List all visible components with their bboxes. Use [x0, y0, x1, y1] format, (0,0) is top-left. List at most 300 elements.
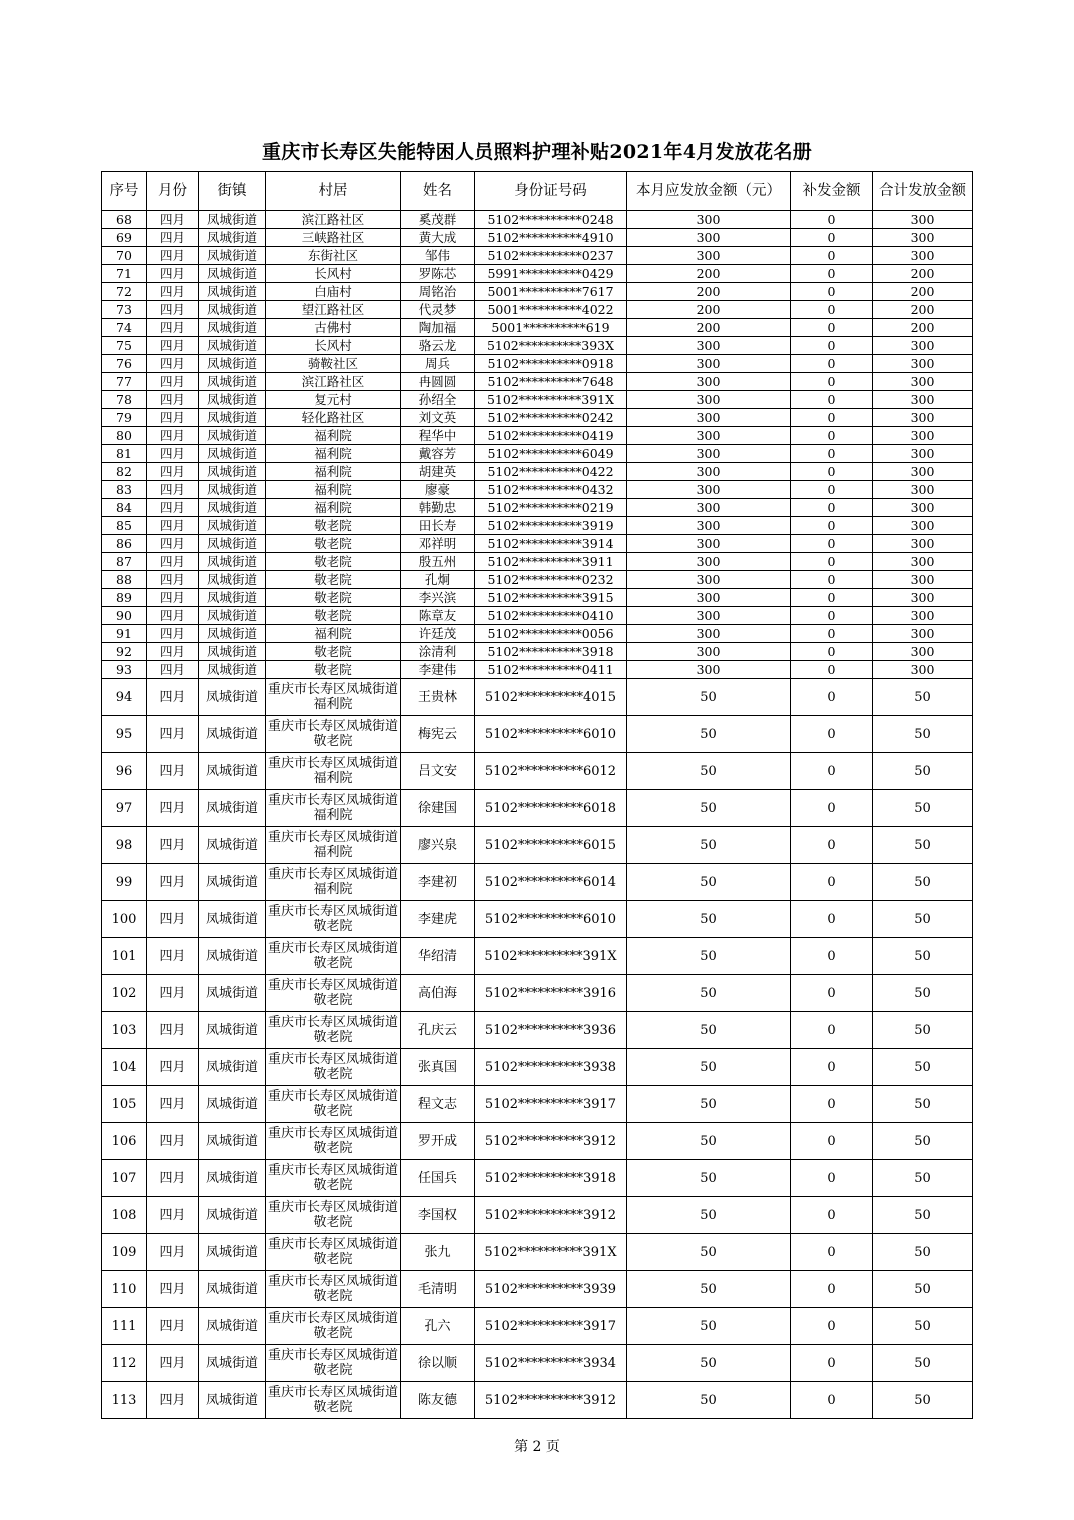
cell-month: 四月	[147, 1160, 199, 1197]
cell-name: 戴容芳	[401, 445, 475, 463]
cell-id-number: 5102**********6010	[475, 716, 627, 753]
cell-name: 周兵	[401, 355, 475, 373]
cell-month: 四月	[147, 790, 199, 827]
cell-street: 凤城街道	[199, 571, 266, 589]
cell-month: 四月	[147, 427, 199, 445]
cell-street: 凤城街道	[199, 827, 266, 864]
cell-name: 王贵林	[401, 679, 475, 716]
cell-index: 93	[102, 661, 147, 679]
cell-name: 徐建国	[401, 790, 475, 827]
cell-back-pay: 0	[791, 445, 873, 463]
cell-month: 四月	[147, 229, 199, 247]
table-row	[102, 938, 973, 975]
cell-id-number: 5102**********3912	[475, 1123, 627, 1160]
cell-back-pay: 0	[791, 827, 873, 864]
cell-total: 50	[873, 716, 973, 753]
header-month: 月份	[147, 172, 199, 211]
cell-index: 106	[102, 1123, 147, 1160]
cell-due-amount: 50	[627, 1382, 791, 1419]
table-row	[102, 463, 973, 481]
cell-total: 300	[873, 517, 973, 535]
cell-total: 300	[873, 571, 973, 589]
cell-id-number: 5102**********0918	[475, 355, 627, 373]
cell-index: 99	[102, 864, 147, 901]
cell-village: 敬老院	[266, 535, 401, 553]
header-due-amount: 本月应发放金额（元）	[627, 172, 791, 211]
cell-due-amount: 50	[627, 790, 791, 827]
cell-index: 110	[102, 1271, 147, 1308]
cell-due-amount: 50	[627, 1234, 791, 1271]
cell-street: 凤城街道	[199, 373, 266, 391]
cell-back-pay: 0	[791, 481, 873, 499]
cell-index: 77	[102, 373, 147, 391]
cell-id-number: 5102**********0248	[475, 211, 627, 229]
table-row	[102, 409, 973, 427]
cell-back-pay: 0	[791, 211, 873, 229]
cell-month: 四月	[147, 753, 199, 790]
cell-village: 重庆市长寿区凤城街道福利院	[266, 679, 401, 716]
cell-street: 凤城街道	[199, 517, 266, 535]
table-row	[102, 1123, 973, 1160]
cell-back-pay: 0	[791, 625, 873, 643]
cell-id-number: 5102**********3939	[475, 1271, 627, 1308]
cell-village: 重庆市长寿区凤城街道敬老院	[266, 1382, 401, 1419]
cell-due-amount: 300	[627, 553, 791, 571]
table-row	[102, 283, 973, 301]
roster-table	[101, 171, 973, 1419]
cell-village: 重庆市长寿区凤城街道敬老院	[266, 1308, 401, 1345]
cell-id-number: 5102**********6010	[475, 901, 627, 938]
cell-street: 凤城街道	[199, 229, 266, 247]
cell-back-pay: 0	[791, 864, 873, 901]
cell-name: 李建初	[401, 864, 475, 901]
cell-total: 300	[873, 229, 973, 247]
table-row	[102, 864, 973, 901]
cell-due-amount: 300	[627, 373, 791, 391]
cell-total: 50	[873, 1382, 973, 1419]
cell-due-amount: 50	[627, 1345, 791, 1382]
cell-month: 四月	[147, 319, 199, 337]
header-village: 村居	[266, 172, 401, 211]
cell-back-pay: 0	[791, 1345, 873, 1382]
cell-back-pay: 0	[791, 319, 873, 337]
cell-name: 徐以顺	[401, 1345, 475, 1382]
cell-name: 李国权	[401, 1197, 475, 1234]
table-row	[102, 229, 973, 247]
cell-back-pay: 0	[791, 938, 873, 975]
table-row	[102, 553, 973, 571]
cell-village: 滨江路社区	[266, 211, 401, 229]
cell-due-amount: 50	[627, 938, 791, 975]
cell-month: 四月	[147, 373, 199, 391]
table-row	[102, 571, 973, 589]
cell-due-amount: 50	[627, 901, 791, 938]
cell-village: 敬老院	[266, 553, 401, 571]
cell-back-pay: 0	[791, 1049, 873, 1086]
cell-name: 代灵梦	[401, 301, 475, 319]
cell-index: 69	[102, 229, 147, 247]
table-row	[102, 1012, 973, 1049]
header-total: 合计发放金额	[873, 172, 973, 211]
cell-back-pay: 0	[791, 337, 873, 355]
cell-name: 冉圆圆	[401, 373, 475, 391]
cell-street: 凤城街道	[199, 553, 266, 571]
cell-street: 凤城街道	[199, 679, 266, 716]
cell-index: 78	[102, 391, 147, 409]
cell-month: 四月	[147, 211, 199, 229]
cell-street: 凤城街道	[199, 1012, 266, 1049]
cell-street: 凤城街道	[199, 716, 266, 753]
cell-month: 四月	[147, 481, 199, 499]
cell-due-amount: 300	[627, 661, 791, 679]
cell-name: 许廷茂	[401, 625, 475, 643]
cell-street: 凤城街道	[199, 211, 266, 229]
cell-month: 四月	[147, 409, 199, 427]
cell-index: 88	[102, 571, 147, 589]
cell-id-number: 5102**********3918	[475, 643, 627, 661]
cell-village: 古佛村	[266, 319, 401, 337]
table-row	[102, 355, 973, 373]
cell-month: 四月	[147, 517, 199, 535]
cell-back-pay: 0	[791, 517, 873, 535]
cell-month: 四月	[147, 535, 199, 553]
cell-index: 85	[102, 517, 147, 535]
cell-month: 四月	[147, 283, 199, 301]
cell-id-number: 5102**********3915	[475, 589, 627, 607]
cell-street: 凤城街道	[199, 463, 266, 481]
cell-back-pay: 0	[791, 1160, 873, 1197]
cell-id-number: 5102**********6015	[475, 827, 627, 864]
cell-total: 50	[873, 1160, 973, 1197]
cell-id-number: 5001**********619	[475, 319, 627, 337]
cell-name: 程文志	[401, 1086, 475, 1123]
cell-total: 50	[873, 1086, 973, 1123]
cell-name: 孔庆云	[401, 1012, 475, 1049]
cell-back-pay: 0	[791, 427, 873, 445]
cell-village: 重庆市长寿区凤城街道敬老院	[266, 716, 401, 753]
cell-due-amount: 300	[627, 535, 791, 553]
cell-village: 复元村	[266, 391, 401, 409]
cell-due-amount: 300	[627, 571, 791, 589]
cell-name: 黄大成	[401, 229, 475, 247]
cell-index: 89	[102, 589, 147, 607]
cell-total: 300	[873, 553, 973, 571]
cell-street: 凤城街道	[199, 901, 266, 938]
cell-month: 四月	[147, 643, 199, 661]
cell-month: 四月	[147, 301, 199, 319]
cell-due-amount: 50	[627, 1086, 791, 1123]
cell-index: 107	[102, 1160, 147, 1197]
cell-due-amount: 300	[627, 247, 791, 265]
cell-village: 骑鞍社区	[266, 355, 401, 373]
cell-village: 重庆市长寿区凤城街道敬老院	[266, 1049, 401, 1086]
cell-village: 重庆市长寿区凤城街道福利院	[266, 790, 401, 827]
cell-due-amount: 300	[627, 625, 791, 643]
cell-index: 108	[102, 1197, 147, 1234]
cell-back-pay: 0	[791, 373, 873, 391]
cell-id-number: 5102**********6018	[475, 790, 627, 827]
table-row	[102, 373, 973, 391]
cell-village: 敬老院	[266, 643, 401, 661]
document-title: 重庆市长寿区失能特困人员照料护理补贴2021年4月发放花名册	[261, 141, 813, 163]
cell-street: 凤城街道	[199, 283, 266, 301]
cell-total: 200	[873, 301, 973, 319]
cell-due-amount: 50	[627, 716, 791, 753]
cell-index: 104	[102, 1049, 147, 1086]
cell-street: 凤城街道	[199, 535, 266, 553]
table-row	[102, 211, 973, 229]
cell-back-pay: 0	[791, 265, 873, 283]
cell-name: 李建伟	[401, 661, 475, 679]
cell-back-pay: 0	[791, 571, 873, 589]
cell-month: 四月	[147, 1345, 199, 1382]
cell-name: 李兴滨	[401, 589, 475, 607]
cell-id-number: 5102**********4015	[475, 679, 627, 716]
cell-index: 80	[102, 427, 147, 445]
header-back-pay: 补发金额	[791, 172, 873, 211]
cell-name: 奚茂群	[401, 211, 475, 229]
cell-index: 101	[102, 938, 147, 975]
cell-name: 李建虎	[401, 901, 475, 938]
cell-street: 凤城街道	[199, 864, 266, 901]
cell-name: 殷五州	[401, 553, 475, 571]
cell-month: 四月	[147, 679, 199, 716]
cell-due-amount: 300	[627, 445, 791, 463]
cell-index: 68	[102, 211, 147, 229]
cell-back-pay: 0	[791, 643, 873, 661]
cell-month: 四月	[147, 1086, 199, 1123]
cell-name: 张九	[401, 1234, 475, 1271]
cell-street: 凤城街道	[199, 1345, 266, 1382]
cell-name: 罗开成	[401, 1123, 475, 1160]
cell-village: 福利院	[266, 625, 401, 643]
cell-back-pay: 0	[791, 1197, 873, 1234]
cell-name: 陶加福	[401, 319, 475, 337]
cell-index: 109	[102, 1234, 147, 1271]
cell-village: 重庆市长寿区凤城街道敬老院	[266, 1160, 401, 1197]
cell-id-number: 5102**********0411	[475, 661, 627, 679]
cell-street: 凤城街道	[199, 391, 266, 409]
cell-id-number: 5102**********0219	[475, 499, 627, 517]
cell-total: 50	[873, 864, 973, 901]
cell-due-amount: 300	[627, 481, 791, 499]
cell-id-number: 5102**********3911	[475, 553, 627, 571]
cell-due-amount: 200	[627, 265, 791, 283]
cell-month: 四月	[147, 1234, 199, 1271]
cell-index: 102	[102, 975, 147, 1012]
cell-village: 重庆市长寿区凤城街道敬老院	[266, 1197, 401, 1234]
cell-index: 105	[102, 1086, 147, 1123]
cell-total: 50	[873, 827, 973, 864]
cell-back-pay: 0	[791, 355, 873, 373]
cell-village: 长风村	[266, 337, 401, 355]
cell-back-pay: 0	[791, 229, 873, 247]
cell-name: 周铭治	[401, 283, 475, 301]
cell-id-number: 5102**********3936	[475, 1012, 627, 1049]
cell-due-amount: 50	[627, 1308, 791, 1345]
cell-due-amount: 200	[627, 319, 791, 337]
cell-id-number: 5102**********3934	[475, 1345, 627, 1382]
cell-due-amount: 300	[627, 517, 791, 535]
cell-village: 重庆市长寿区凤城街道敬老院	[266, 1086, 401, 1123]
cell-street: 凤城街道	[199, 1123, 266, 1160]
cell-total: 50	[873, 1345, 973, 1382]
cell-month: 四月	[147, 938, 199, 975]
cell-due-amount: 300	[627, 643, 791, 661]
cell-name: 孔六	[401, 1308, 475, 1345]
cell-street: 凤城街道	[199, 1308, 266, 1345]
cell-street: 凤城街道	[199, 1049, 266, 1086]
cell-id-number: 5102**********3912	[475, 1382, 627, 1419]
table-row	[102, 1049, 973, 1086]
cell-name: 骆云龙	[401, 337, 475, 355]
cell-street: 凤城街道	[199, 1197, 266, 1234]
cell-id-number: 5001**********4022	[475, 301, 627, 319]
cell-id-number: 5102**********0419	[475, 427, 627, 445]
cell-back-pay: 0	[791, 975, 873, 1012]
cell-month: 四月	[147, 337, 199, 355]
cell-street: 凤城街道	[199, 1382, 266, 1419]
cell-total: 300	[873, 661, 973, 679]
cell-month: 四月	[147, 625, 199, 643]
cell-month: 四月	[147, 589, 199, 607]
page-number: 第 2 页	[514, 1439, 560, 1455]
cell-village: 白庙村	[266, 283, 401, 301]
cell-street: 凤城街道	[199, 1271, 266, 1308]
cell-id-number: 5102**********3916	[475, 975, 627, 1012]
cell-village: 重庆市长寿区凤城街道敬老院	[266, 1345, 401, 1382]
cell-name: 廖兴泉	[401, 827, 475, 864]
cell-id-number: 5102**********6049	[475, 445, 627, 463]
cell-index: 75	[102, 337, 147, 355]
cell-street: 凤城街道	[199, 790, 266, 827]
cell-due-amount: 50	[627, 1012, 791, 1049]
table-row	[102, 753, 973, 790]
table-row	[102, 265, 973, 283]
cell-street: 凤城街道	[199, 1234, 266, 1271]
cell-street: 凤城街道	[199, 427, 266, 445]
cell-total: 300	[873, 409, 973, 427]
cell-id-number: 5102**********3918	[475, 1160, 627, 1197]
cell-index: 111	[102, 1308, 147, 1345]
cell-index: 90	[102, 607, 147, 625]
cell-street: 凤城街道	[199, 1160, 266, 1197]
cell-month: 四月	[147, 827, 199, 864]
cell-due-amount: 300	[627, 229, 791, 247]
cell-name: 梅宪云	[401, 716, 475, 753]
cell-back-pay: 0	[791, 283, 873, 301]
cell-id-number: 5102**********393X	[475, 337, 627, 355]
cell-month: 四月	[147, 391, 199, 409]
cell-back-pay: 0	[791, 790, 873, 827]
table-row	[102, 679, 973, 716]
cell-due-amount: 50	[627, 1197, 791, 1234]
cell-name: 华绍清	[401, 938, 475, 975]
cell-village: 重庆市长寿区凤城街道福利院	[266, 864, 401, 901]
cell-street: 凤城街道	[199, 753, 266, 790]
cell-back-pay: 0	[791, 589, 873, 607]
cell-street: 凤城街道	[199, 247, 266, 265]
cell-index: 87	[102, 553, 147, 571]
cell-street: 凤城街道	[199, 355, 266, 373]
cell-name: 刘文英	[401, 409, 475, 427]
cell-id-number: 5001**********7617	[475, 283, 627, 301]
cell-total: 300	[873, 481, 973, 499]
cell-id-number: 5102**********0422	[475, 463, 627, 481]
cell-index: 91	[102, 625, 147, 643]
cell-back-pay: 0	[791, 679, 873, 716]
cell-name: 程华中	[401, 427, 475, 445]
cell-total: 300	[873, 625, 973, 643]
cell-village: 福利院	[266, 481, 401, 499]
cell-name: 涂清利	[401, 643, 475, 661]
cell-village: 敬老院	[266, 571, 401, 589]
cell-id-number: 5102**********391X	[475, 1234, 627, 1271]
cell-index: 100	[102, 901, 147, 938]
cell-street: 凤城街道	[199, 481, 266, 499]
cell-due-amount: 300	[627, 211, 791, 229]
cell-id-number: 5102**********0432	[475, 481, 627, 499]
cell-total: 50	[873, 679, 973, 716]
cell-street: 凤城街道	[199, 625, 266, 643]
cell-due-amount: 300	[627, 607, 791, 625]
table-row	[102, 1382, 973, 1419]
table-row	[102, 1086, 973, 1123]
cell-id-number: 5102**********3938	[475, 1049, 627, 1086]
cell-village: 重庆市长寿区凤城街道敬老院	[266, 1234, 401, 1271]
cell-due-amount: 300	[627, 427, 791, 445]
cell-name: 田长寿	[401, 517, 475, 535]
cell-village: 重庆市长寿区凤城街道敬老院	[266, 1012, 401, 1049]
cell-back-pay: 0	[791, 1271, 873, 1308]
cell-village: 重庆市长寿区凤城街道敬老院	[266, 1123, 401, 1160]
cell-street: 凤城街道	[199, 301, 266, 319]
table-body	[102, 211, 973, 1419]
table-row	[102, 337, 973, 355]
cell-month: 四月	[147, 553, 199, 571]
header-index: 序号	[102, 172, 147, 211]
cell-village: 敬老院	[266, 589, 401, 607]
table-row	[102, 643, 973, 661]
cell-due-amount: 50	[627, 827, 791, 864]
cell-total: 300	[873, 445, 973, 463]
cell-due-amount: 300	[627, 499, 791, 517]
cell-village: 东街社区	[266, 247, 401, 265]
cell-index: 103	[102, 1012, 147, 1049]
cell-id-number: 5102**********4910	[475, 229, 627, 247]
cell-village: 三峡路社区	[266, 229, 401, 247]
table-row	[102, 901, 973, 938]
cell-month: 四月	[147, 1012, 199, 1049]
cell-total: 300	[873, 499, 973, 517]
cell-village: 滨江路社区	[266, 373, 401, 391]
cell-index: 98	[102, 827, 147, 864]
cell-village: 重庆市长寿区凤城街道福利院	[266, 753, 401, 790]
cell-village: 望江路社区	[266, 301, 401, 319]
cell-due-amount: 300	[627, 463, 791, 481]
cell-back-pay: 0	[791, 1234, 873, 1271]
cell-id-number: 5991**********0429	[475, 265, 627, 283]
cell-month: 四月	[147, 499, 199, 517]
cell-name: 罗陈芯	[401, 265, 475, 283]
cell-id-number: 5102**********3917	[475, 1086, 627, 1123]
cell-back-pay: 0	[791, 661, 873, 679]
cell-village: 福利院	[266, 427, 401, 445]
cell-id-number: 5102**********0242	[475, 409, 627, 427]
cell-street: 凤城街道	[199, 445, 266, 463]
cell-month: 四月	[147, 661, 199, 679]
cell-index: 84	[102, 499, 147, 517]
